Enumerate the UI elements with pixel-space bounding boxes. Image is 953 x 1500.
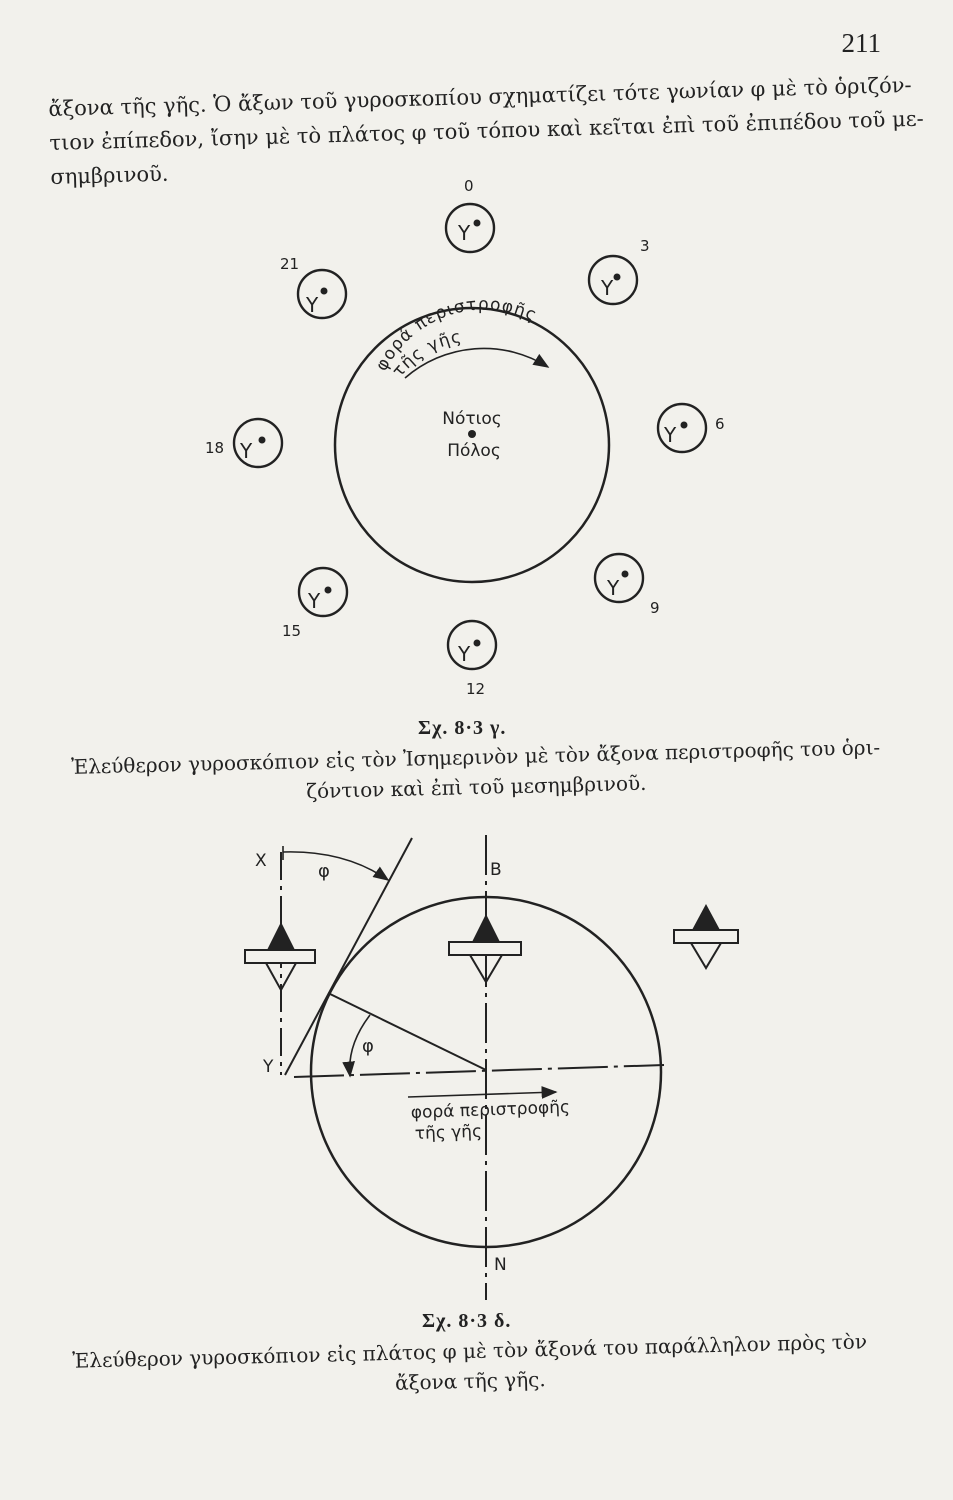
rotation-label: τῆς γῆς <box>388 326 464 382</box>
pole-label: Νότιος <box>442 409 502 429</box>
hour-label: 9 <box>650 599 660 617</box>
axis-label-y: Y <box>263 1057 274 1077</box>
rotation-label: τῆς γῆς <box>414 1121 483 1144</box>
phi-arc-top <box>283 852 388 880</box>
hour-label: 21 <box>280 255 300 273</box>
axis-label-b: B <box>490 860 502 880</box>
figure-d-label: Σχ. 8·3 δ. <box>422 1310 512 1332</box>
radius-line <box>328 993 486 1070</box>
svg-text:Y: Y <box>601 276 614 300</box>
hour-label: 15 <box>282 622 302 640</box>
rotation-label: φορά περιστροφῆς <box>410 1097 571 1123</box>
intro-line: τιον ἐπίπεδον, ἴσην μὲ τὸ πλάτος φ τοῦ τόπου καὶ κεῖται ἐπὶ τοῦ ἐπιπέδου τοῦ με- <box>49 106 924 155</box>
svg-text:Y: Y <box>306 293 319 317</box>
hour-label: 12 <box>466 680 486 698</box>
pole-label: Πόλος <box>447 441 501 461</box>
svg-text:Y: Y <box>607 576 620 600</box>
rotation-arrow <box>408 1092 556 1097</box>
caption-line: Ἐλεύθερον γυροσκόπιον εἰς τὸν Ἰσημερινὸν μὲ τὸν ἄξονα περιστροφῆς του ὁρι- <box>70 735 881 779</box>
phi-label: φ <box>362 1036 374 1057</box>
hour-label: 3 <box>640 237 650 255</box>
axis-label-x: X <box>255 851 267 871</box>
gyro-icon <box>245 922 315 990</box>
intro-line: ἄξονα τῆς γῆς. Ὁ ἄξων τοῦ γυροσκοπίου σχηματίζει τότε γωνίαν φ μὲ τὸ ὁριζόν- <box>48 72 912 121</box>
svg-text:Y: Y <box>240 439 253 463</box>
gyro-icon <box>674 904 738 968</box>
svg-text:Y: Y <box>664 423 677 447</box>
svg-text:Y: Y <box>308 589 321 613</box>
svg-text:Y: Y <box>458 221 471 245</box>
svg-text:Y: Y <box>458 642 471 666</box>
rotation-label: φορά περιστροφῆς <box>371 294 541 375</box>
hour-label: 0 <box>464 177 474 195</box>
page-number: 211 <box>841 28 881 58</box>
hour-label: 6 <box>715 415 725 433</box>
hour-label: 18 <box>205 439 225 457</box>
caption-line: Ἐλεύθερον γυροσκόπιον εἰς πλάτος φ μὲ τὸν ἄξονά του παράλληλον πρὸς τὸν <box>72 1329 868 1373</box>
caption-line: ἄξονα τῆς γῆς. <box>394 1367 546 1395</box>
figure-g-label: Σχ. 8·3 γ. <box>418 717 507 739</box>
phi-label: φ <box>318 861 330 882</box>
caption-line: ζόντιον καὶ ἐπὶ τοῦ μεσημβρινοῦ. <box>305 770 647 804</box>
intro-line: σημβρινοῦ. <box>50 161 169 189</box>
axis-label-n: N <box>494 1255 507 1275</box>
